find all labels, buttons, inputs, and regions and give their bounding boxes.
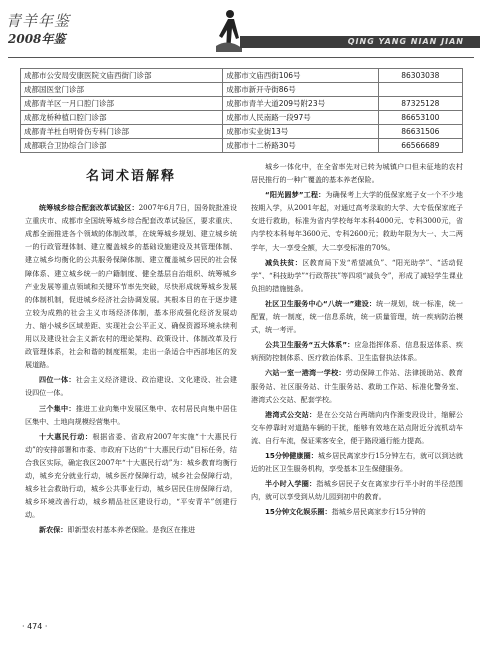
clinic-phone-cell: 66566689 — [378, 139, 462, 153]
table-row — [21, 111, 463, 125]
left-column — [25, 160, 237, 538]
glossary-definition: 社会主义经济建设、政治建设、文化建设、社会建设四位一体。 — [25, 375, 238, 398]
glossary-definition: 应急指挥体系、信息报送体系、疾病预防控制体系、医疗救治体系、卫生监督执法体系。 — [251, 340, 464, 363]
glossary-entry — [251, 449, 463, 475]
glossary-term: 公共卫生服务“五大体系”： — [265, 340, 355, 350]
glossary-entry — [251, 338, 463, 364]
clinic-phone-cell — [378, 83, 462, 97]
table-row — [21, 69, 463, 83]
clinic-name-cell: 成都市公安局安康医院文庙西街门诊部 — [21, 69, 223, 83]
clinic-phone-cell: 87325128 — [378, 97, 462, 111]
glossary-definition: 是在公交站台两端向内作渐变段设计，缩解公交车停靠时对道路车辆的干扰，能够有效地在站点附近分流机动车流、自行车流，保证乘客安全，便于路段通行能力提高。 — [251, 409, 464, 445]
glossary-term: 统筹城乡综合配套改革试验区： — [39, 203, 139, 213]
glossary-term: 15分钟健康圈： — [265, 450, 318, 460]
clinic-address-cell: 成都市文庙西街106号 — [223, 69, 379, 83]
header-divider — [8, 57, 474, 58]
glossary-entry — [251, 297, 463, 336]
glossary-term: 新农保： — [39, 525, 68, 535]
glossary-entry — [251, 256, 463, 295]
clinic-address-cell: 成都市青羊大道209号附23号 — [223, 97, 379, 111]
page-number: · 474 · — [22, 622, 48, 631]
right-column — [251, 160, 463, 520]
clinic-name-cell: 成都联合卫协综合门诊部 — [21, 139, 223, 153]
clinic-address-cell: 成都市人民南路一段97号 — [223, 111, 379, 125]
table-row — [21, 83, 463, 97]
glossary-definition: 即新型农村基本养老保险。是我区在推进 — [67, 525, 196, 535]
glossary-entry — [251, 477, 463, 503]
glossary-definition: 城乡居民离家步行15分钟左右，就可以到达就近的社区卫生服务机构，享受基本卫生保健服务。 — [251, 450, 463, 474]
glossary-term: 半小时入学圈： — [265, 479, 317, 489]
glossary-entry — [25, 402, 237, 428]
glossary-definition: 指城乡居民离家步行15分钟的 — [331, 507, 426, 517]
clinic-address-cell: 成都市十二桥路30号 — [223, 139, 379, 153]
clinic-address-cell: 成都市新开寺街86号 — [223, 83, 379, 97]
clinic-directory-table — [20, 68, 463, 153]
section-title: 名词术语解释 — [85, 169, 176, 184]
glossary-term: 社区卫生服务中心“八统一”建设： — [265, 298, 377, 308]
glossary-entry — [25, 201, 237, 371]
glossary-term: 四位一体： — [39, 375, 76, 385]
glossary-term: “阳光圆梦”工程： — [265, 190, 326, 200]
clinic-name-cell: 成都青羊杜自明骨伤专科门诊部 — [21, 125, 223, 139]
clinic-phone-cell: 86303038 — [378, 69, 462, 83]
table-row — [21, 97, 463, 111]
glossary-definition: 区教育局下发“希望减负”、“阳光助学”、“活动促学”、“科技助学”“行政帮扶”等四项“减负令”，形成了减轻学生课业负担的措施链条。 — [251, 257, 463, 293]
glossary-definition: 劳动保障工作站、法律援助站、教育服务站、社区服务站、计生服务站、救助工作站、标准化警务室、港湾式公交站、配套学校。 — [251, 368, 464, 404]
clinic-phone-cell: 86653100 — [378, 111, 462, 125]
clinic-address-cell: 成都市实业街13号 — [223, 125, 379, 139]
glossary-definition: 推进工业向集中发展区集中、农村居民向集中居住区集中、土地向规模经营集中。 — [25, 403, 238, 426]
table-row — [21, 125, 463, 139]
glossary-term: 六站一室一港湾一学校： — [265, 368, 346, 378]
glossary-term: 减负扶贫： — [265, 257, 303, 267]
glossary-definition: 2007年6月7日，国务院批准设立重庆市、成都市全国统筹城乡综合配套改革试验区，要求重庆、成都全面推进各个领域的体制改革，在统筹城乡规划、建立城乡统一的行政管理体制、建立覆盖城乡的基础设施建设及其管理体制、建立城乡均衡化的公共服务保障体制、建立覆盖城乡居民的社会保障体系、建立城乡统一的户籍制度、健全基层自治组织、统筹城乡产业发展等重点领域和关键环节率先突破，尽快形成统筹城乡发展的体制机制，促进城乡经济社会协调发展。其根本目的在于逐步建立较为成熟的社会主义市场经济体制，基本形成强化经济发展动力、缩小城乡区域差距、实现社会公平正义、确保资源环境永续利用以及建设社会主义新农村的理论架构、政策设计、体制改革及行政管理体系，社会和谐的制度框架，走出一条适合中西部地区的发展道路。 — [25, 203, 237, 370]
glossary-entry — [251, 366, 463, 405]
glossary-term: 港湾式公交站： — [265, 409, 317, 419]
glossary-definition: 城乡一体化中，在全省率先对已转为城镇户口但未征地的农村居民推行的一种广覆盖的基本养老保险。 — [251, 162, 463, 185]
glossary-entry — [251, 505, 463, 518]
yearbook-year-mark: 2008年鉴 — [8, 32, 66, 46]
glossary-entry — [251, 188, 463, 253]
page-header — [0, 0, 480, 62]
glossary-entry — [251, 160, 463, 186]
glossary-term: 十大惠民行动： — [39, 431, 93, 441]
header-band — [240, 36, 480, 48]
glossary-definition: 根据省委、省政府2007年实施“十大惠民行动”的安排部署和市委、市政府下达的“十大惠民行动”目标任务，结合我区实际，确定我区2007年“十大惠民行动”为：城乡教育均衡行动，城乡充分就业行动，城乡医疗保障行动，城乡社会保障行动，城乡社会救助行动，城乡公共事业行动，城乡居民住房保障行动，城乡环境改善行动，城乡精品社区建设行动，“平安青羊”创建行动。 — [25, 431, 237, 520]
yearbook-logo: 青羊年鉴 — [6, 12, 71, 30]
glossary-definition: 为确保考上大学的低保家庭子女一个不少地按期入学，从2001年起，对通过高考录取的大学、大专低保家庭子女进行救助，标准为省内学校每年本科4000元、专科3000元，省内学校本科每年3600元、专科2600元；救助年限为大一、大二两学年，大一享受全额，大二享受标准的70%。 — [251, 190, 464, 252]
clinic-name-cell: 成都国医堂门诊部 — [21, 83, 223, 97]
glossary-term: 三个集中： — [39, 403, 76, 413]
header-band-text: QING YANG NIAN JIAN — [347, 37, 464, 46]
clinic-name-cell: 成都龙桥种植口腔门诊部 — [21, 111, 223, 125]
table-row — [21, 139, 463, 153]
glossary-definition: 统一规划，统一标准，统一配置，统一制度，统一信息系统，统一质量管理，统一疾病防治模式，统一考评。 — [251, 298, 464, 335]
glossary-definition: 指城乡居民子女在离家步行半小时的半径范围内，就可以享受到从幼儿园到初中的教育。 — [251, 479, 464, 502]
glossary-entry — [25, 523, 237, 536]
glossary-entry — [25, 430, 237, 522]
glossary-term: 15分钟文化娱乐圈： — [265, 507, 332, 517]
glossary-entry — [251, 408, 463, 447]
glossary-entry — [25, 373, 237, 399]
clinic-phone-cell: 86631506 — [378, 125, 462, 139]
clinic-name-cell: 成都青羊区一月口腔门诊部 — [21, 97, 223, 111]
